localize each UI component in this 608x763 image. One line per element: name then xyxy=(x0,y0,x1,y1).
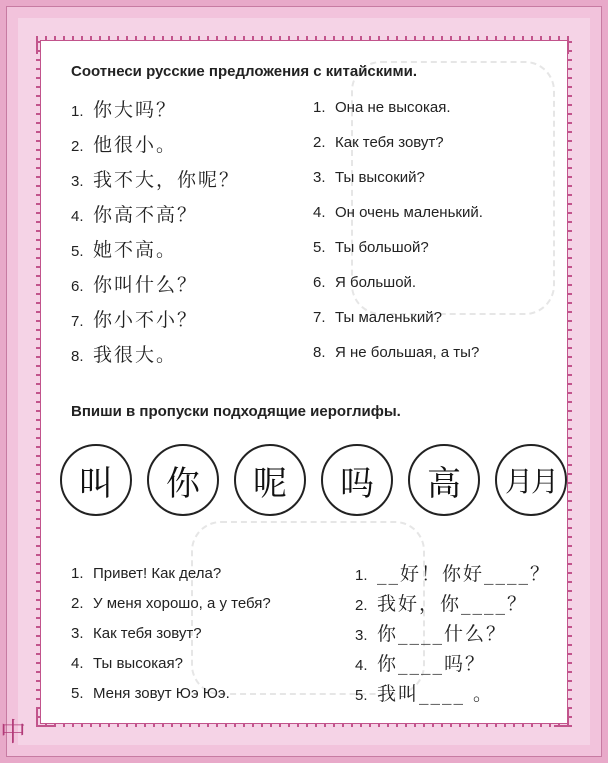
item-number: 5. xyxy=(313,239,326,256)
ex2-russian-item-3 xyxy=(71,625,202,642)
ex2-chinese-item-5 xyxy=(355,679,494,706)
fill-in-sentence: __好！你好____？ xyxy=(377,563,552,585)
item-number: 7. xyxy=(313,309,326,326)
item-number: 1. xyxy=(313,99,326,116)
item-number: 5. xyxy=(355,687,368,704)
ex2-chinese-item-1 xyxy=(355,559,551,586)
chinese-sentence: 他很小。 xyxy=(93,134,178,156)
ex1-chinese-item-3 xyxy=(71,165,240,192)
item-number: 3. xyxy=(71,625,84,642)
item-number: 2. xyxy=(355,597,368,614)
ex1-chinese-item-5 xyxy=(71,235,177,262)
item-number: 4. xyxy=(313,204,326,221)
item-number: 1. xyxy=(71,103,84,120)
character-circle: 你 xyxy=(147,444,219,516)
item-number: 3. xyxy=(71,173,84,190)
corner-character: 中 xyxy=(0,718,27,748)
russian-sentence: Как тебя зовут? xyxy=(93,625,202,642)
item-number: 5. xyxy=(71,685,84,702)
item-number: 4. xyxy=(71,208,84,225)
exercise2-title: Впиши в пропуски подходящие иероглифы. xyxy=(71,403,401,420)
russian-sentence: Ты высокий? xyxy=(335,169,425,186)
russian-sentence: Ты большой? xyxy=(335,239,429,256)
ex1-chinese-item-7 xyxy=(71,305,198,332)
item-number: 1. xyxy=(71,565,84,582)
character-circle: 呢 xyxy=(234,444,306,516)
item-number: 1. xyxy=(355,567,368,584)
chinese-sentence: 我很大。 xyxy=(93,344,178,366)
ex1-russian-item-5 xyxy=(313,239,429,256)
character-circle: 月月 xyxy=(495,444,567,516)
chinese-sentence: 你小不小？ xyxy=(93,309,199,331)
fill-in-sentence: 你____什么？ xyxy=(377,623,508,645)
fill-in-sentence: 我叫____ 。 xyxy=(377,683,495,705)
ex1-chinese-item-2 xyxy=(71,130,177,157)
ex2-russian-item-5 xyxy=(71,685,230,702)
russian-sentence: Ты высокая? xyxy=(93,655,183,672)
russian-sentence: Я большой. xyxy=(335,274,417,291)
ex1-russian-item-3 xyxy=(313,169,425,186)
ex1-russian-item-2 xyxy=(313,134,444,151)
item-number: 4. xyxy=(71,655,84,672)
item-number: 5. xyxy=(71,243,84,260)
ex2-russian-item-4 xyxy=(71,655,183,672)
russian-sentence: Меня зовут Юэ Юэ. xyxy=(93,685,230,702)
item-number: 7. xyxy=(71,313,84,330)
ex1-chinese-item-1 xyxy=(71,95,177,122)
ex2-chinese-item-2 xyxy=(355,589,528,616)
ex1-russian-item-6 xyxy=(313,274,416,291)
ex1-russian-item-8 xyxy=(313,344,479,361)
ex1-russian-item-7 xyxy=(313,309,442,326)
ex1-russian-item-4 xyxy=(313,204,483,221)
item-number: 4. xyxy=(355,657,368,674)
exercise1-title: Соотнеси русские предложения с китайскими. xyxy=(71,63,417,80)
russian-sentence: Он очень маленький. xyxy=(335,204,483,221)
item-number: 3. xyxy=(313,169,326,186)
ex2-chinese-item-3 xyxy=(355,619,507,646)
fill-in-sentence: 你____吗？ xyxy=(377,653,487,675)
ex2-russian-item-2 xyxy=(71,595,271,612)
chinese-sentence: 你高不高？ xyxy=(93,204,199,226)
ex2-chinese-item-4 xyxy=(355,649,486,676)
russian-sentence: Ты маленький? xyxy=(335,309,442,326)
item-number: 8. xyxy=(313,344,326,361)
item-number: 6. xyxy=(313,274,326,291)
russian-sentence: Она не высокая. xyxy=(335,99,451,116)
ex1-chinese-item-4 xyxy=(71,200,198,227)
chinese-sentence: 你叫什么？ xyxy=(93,274,199,296)
ex1-russian-item-1 xyxy=(313,99,451,116)
chinese-sentence: 我不大，你呢？ xyxy=(93,169,241,191)
chinese-sentence: 她不高。 xyxy=(93,239,178,261)
item-number: 2. xyxy=(71,595,84,612)
fill-in-sentence: 我好，你____？ xyxy=(377,593,529,615)
ex1-chinese-item-6 xyxy=(71,270,198,297)
character-circle: 吗 xyxy=(321,444,393,516)
worksheet xyxy=(40,40,568,724)
russian-sentence: Как тебя зовут? xyxy=(335,134,444,151)
russian-sentence: У меня хорошо, а у тебя? xyxy=(93,595,271,612)
item-number: 8. xyxy=(71,348,84,365)
item-number: 2. xyxy=(313,134,326,151)
russian-sentence: Я не большая, а ты? xyxy=(335,344,480,361)
chinese-sentence: 你大吗？ xyxy=(93,99,178,121)
item-number: 2. xyxy=(71,138,84,155)
ex2-russian-item-1 xyxy=(71,565,221,582)
ex1-chinese-item-8 xyxy=(71,340,177,367)
character-circle: 高 xyxy=(408,444,480,516)
item-number: 6. xyxy=(71,278,84,295)
russian-sentence: Привет! Как дела? xyxy=(93,565,222,582)
character-circle: 叫 xyxy=(60,444,132,516)
item-number: 3. xyxy=(355,627,368,644)
